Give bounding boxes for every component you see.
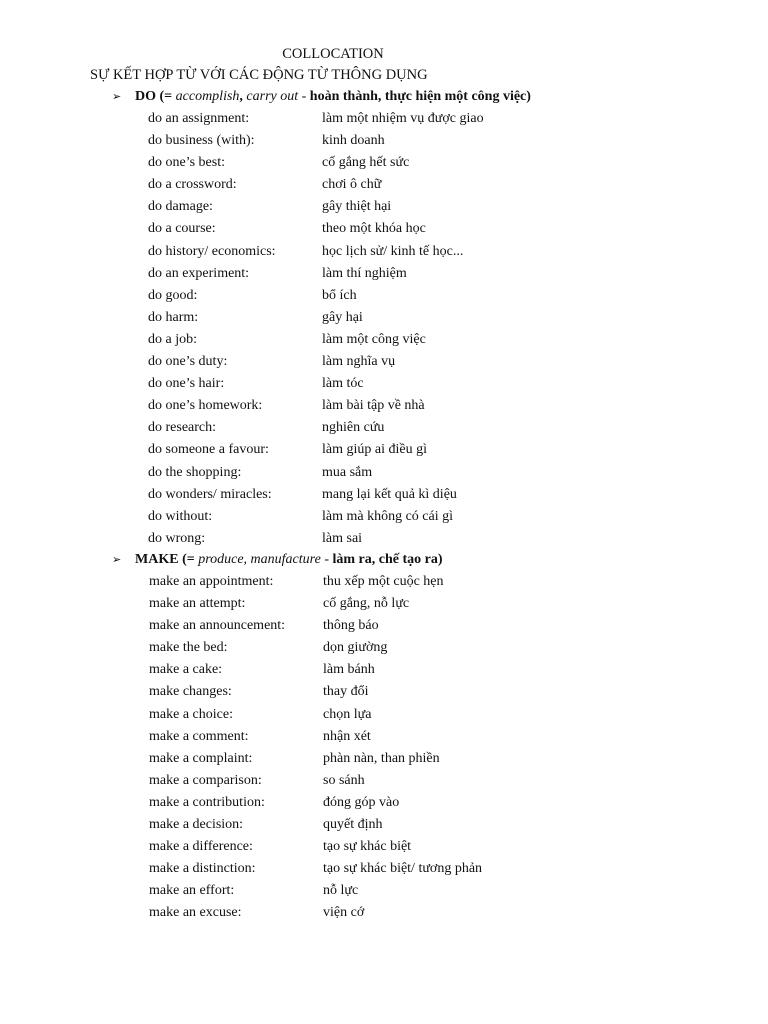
collocation-meaning: gây hại [322, 309, 363, 325]
list-item [0, 836, 768, 858]
collocation-meaning: làm bánh [323, 662, 375, 678]
collocation-term: make a difference: [149, 839, 253, 855]
list-item [0, 880, 768, 902]
collocation-term: make an effort: [149, 883, 235, 899]
list-item [0, 373, 768, 395]
collocation-term: make a choice: [149, 706, 233, 722]
collocation-meaning: thu xếp một cuộc hẹn [323, 574, 444, 589]
list-item [0, 726, 768, 748]
collocation-meaning: chọn lựa [323, 706, 372, 722]
synonym-produce-manufacture: produce, manufacture [198, 552, 321, 567]
collocation-meaning: nghiên cứu [322, 420, 385, 436]
collocation-term: do the shopping: [148, 464, 242, 480]
list-item [0, 395, 768, 417]
collocation-term: make a comment: [149, 728, 249, 744]
list-item [0, 152, 768, 174]
section-do-meaning: hoàn thành, thực hiện một công việc) [309, 89, 531, 104]
section-make-heading [0, 549, 768, 571]
list-item [0, 108, 768, 130]
collocation-term: do good: [148, 287, 198, 303]
collocation-meaning: nhận xét [323, 728, 371, 744]
collocation-term: do one’s best: [148, 155, 225, 171]
collocation-term: do a crossword: [148, 177, 237, 193]
list-item [0, 241, 768, 263]
collocation-meaning: làm nghĩa vụ [322, 354, 396, 370]
collocation-meaning: tạo sự khác biệt/ tương phản [323, 861, 483, 877]
collocation-term: do without: [148, 508, 213, 524]
collocation-meaning: làm một công việc [322, 331, 426, 347]
collocation-meaning: bổ ích [322, 287, 357, 303]
collocation-term: make a comparison: [149, 772, 262, 788]
collocation-term: do one’s duty: [148, 354, 228, 370]
collocation-meaning: làm tóc [322, 376, 364, 392]
list-item [0, 130, 768, 152]
collocation-meaning: gây thiệt hại [322, 199, 392, 215]
list-item [0, 417, 768, 439]
document-title: COLLOCATION [282, 46, 384, 62]
verb-make: MAKE [135, 552, 179, 567]
list-item [0, 307, 768, 329]
collocation-meaning: đóng góp vào [323, 794, 400, 810]
list-item [0, 593, 768, 615]
collocation-term: do someone a favour: [148, 442, 269, 458]
section-do [0, 86, 768, 550]
section-make-heading-text [135, 549, 443, 571]
collocation-meaning: thông báo [323, 618, 379, 634]
list-item [0, 351, 768, 373]
collocation-meaning: làm một nhiệm vụ được giao [322, 111, 484, 126]
list-item [0, 218, 768, 240]
collocation-meaning: viện cớ [323, 905, 365, 921]
collocation-meaning: làm bài tập về nhà [322, 398, 425, 414]
list-item [0, 704, 768, 726]
collocation-term: do history/ economics: [148, 243, 276, 259]
collocation-term: do an assignment: [148, 111, 250, 126]
collocation-term: do business (with): [148, 133, 255, 149]
section-make [0, 549, 768, 925]
list-item [0, 174, 768, 196]
section-make-meaning: làm ra, chế tạo ra) [332, 552, 443, 567]
list-item [0, 263, 768, 285]
collocation-meaning: nỗ lực [323, 883, 359, 899]
collocation-term: do a course: [148, 221, 216, 237]
collocation-term: make the bed: [149, 640, 228, 656]
section-do-heading [0, 86, 768, 108]
arrow-bullet-icon: ➢ [112, 90, 122, 103]
list-item [0, 902, 768, 924]
collocation-term: do wrong: [148, 530, 206, 546]
dash-separator: - [298, 89, 310, 104]
list-item [0, 196, 768, 218]
collocation-term: make a decision: [149, 817, 244, 833]
collocation-meaning: mua sắm [322, 464, 373, 480]
collocation-meaning: theo một khóa học [322, 221, 426, 237]
list-item [0, 681, 768, 703]
list-item [0, 858, 768, 880]
collocation-meaning: chơi ô chữ [322, 177, 382, 193]
list-item [0, 329, 768, 351]
document-subtitle: SỰ KẾT HỢP TỪ VỚI CÁC ĐỘNG TỪ THÔNG DỤNG [90, 67, 428, 83]
collocation-meaning: học lịch sử/ kinh tế học... [322, 243, 464, 259]
make-collocation-list [0, 571, 768, 925]
list-item [0, 615, 768, 637]
list-item [0, 571, 768, 593]
collocation-term: make a distinction: [149, 861, 256, 877]
collocation-term: make an appointment: [149, 574, 274, 589]
list-item [0, 637, 768, 659]
collocation-meaning: làm sai [322, 530, 363, 546]
collocation-term: do wonders/ miracles: [148, 486, 272, 502]
synonym-accomplish: accomplish [175, 89, 240, 104]
collocation-meaning: làm mà không có cái gì [322, 508, 454, 524]
collocation-term: do harm: [148, 309, 199, 325]
verb-do: DO [135, 89, 156, 104]
collocation-term: make an attempt: [149, 596, 246, 612]
collocation-meaning: cố gắng, nỗ lực [323, 596, 410, 612]
collocation-meaning: mang lại kết quả kì diệu [322, 486, 457, 502]
collocation-meaning: tạo sự khác biệt [323, 839, 412, 855]
list-item [0, 285, 768, 307]
collocation-meaning: làm giúp ai điều gì [322, 442, 427, 458]
collocation-term: do research: [148, 420, 217, 436]
collocation-term: make a complaint: [149, 750, 253, 766]
list-item [0, 792, 768, 814]
collocation-meaning: dọn giường [323, 640, 388, 656]
list-item [0, 506, 768, 528]
do-collocation-list [0, 108, 768, 550]
collocation-meaning: so sánh [323, 772, 365, 788]
list-item [0, 462, 768, 484]
paren-open: (= [156, 89, 176, 104]
collocation-term: make an announcement: [149, 618, 286, 634]
synonym-carry-out: carry out [246, 89, 299, 104]
collocation-term: do a job: [148, 331, 197, 347]
collocation-term: make an excuse: [149, 905, 242, 921]
list-item [0, 484, 768, 506]
list-item [0, 528, 768, 550]
dash-separator: - [320, 552, 333, 567]
collocation-term: do one’s hair: [148, 376, 225, 392]
collocation-meaning: cố gắng hết sức [322, 155, 410, 171]
collocation-meaning: quyết định [323, 817, 383, 833]
list-item [0, 770, 768, 792]
list-item [0, 439, 768, 461]
section-do-heading-text [135, 86, 531, 108]
arrow-bullet-icon: ➢ [112, 553, 122, 566]
collocation-meaning: phàn nàn, than phiền [323, 750, 440, 766]
list-item [0, 659, 768, 681]
list-item [0, 748, 768, 770]
collocation-term: do one’s homework: [148, 398, 263, 414]
collocation-term: make a cake: [149, 662, 223, 678]
paren-open: (= [178, 552, 199, 567]
collocation-meaning: làm thí nghiệm [322, 265, 407, 281]
collocation-meaning: thay đổi [323, 684, 369, 700]
collocation-meaning: kinh doanh [322, 133, 385, 149]
collocation-term: make changes: [149, 684, 232, 700]
collocation-term: do damage: [148, 199, 213, 215]
comma-separator: , [239, 89, 247, 104]
collocation-term: do an experiment: [148, 265, 250, 281]
collocation-term: make a contribution: [149, 794, 265, 810]
list-item [0, 814, 768, 836]
